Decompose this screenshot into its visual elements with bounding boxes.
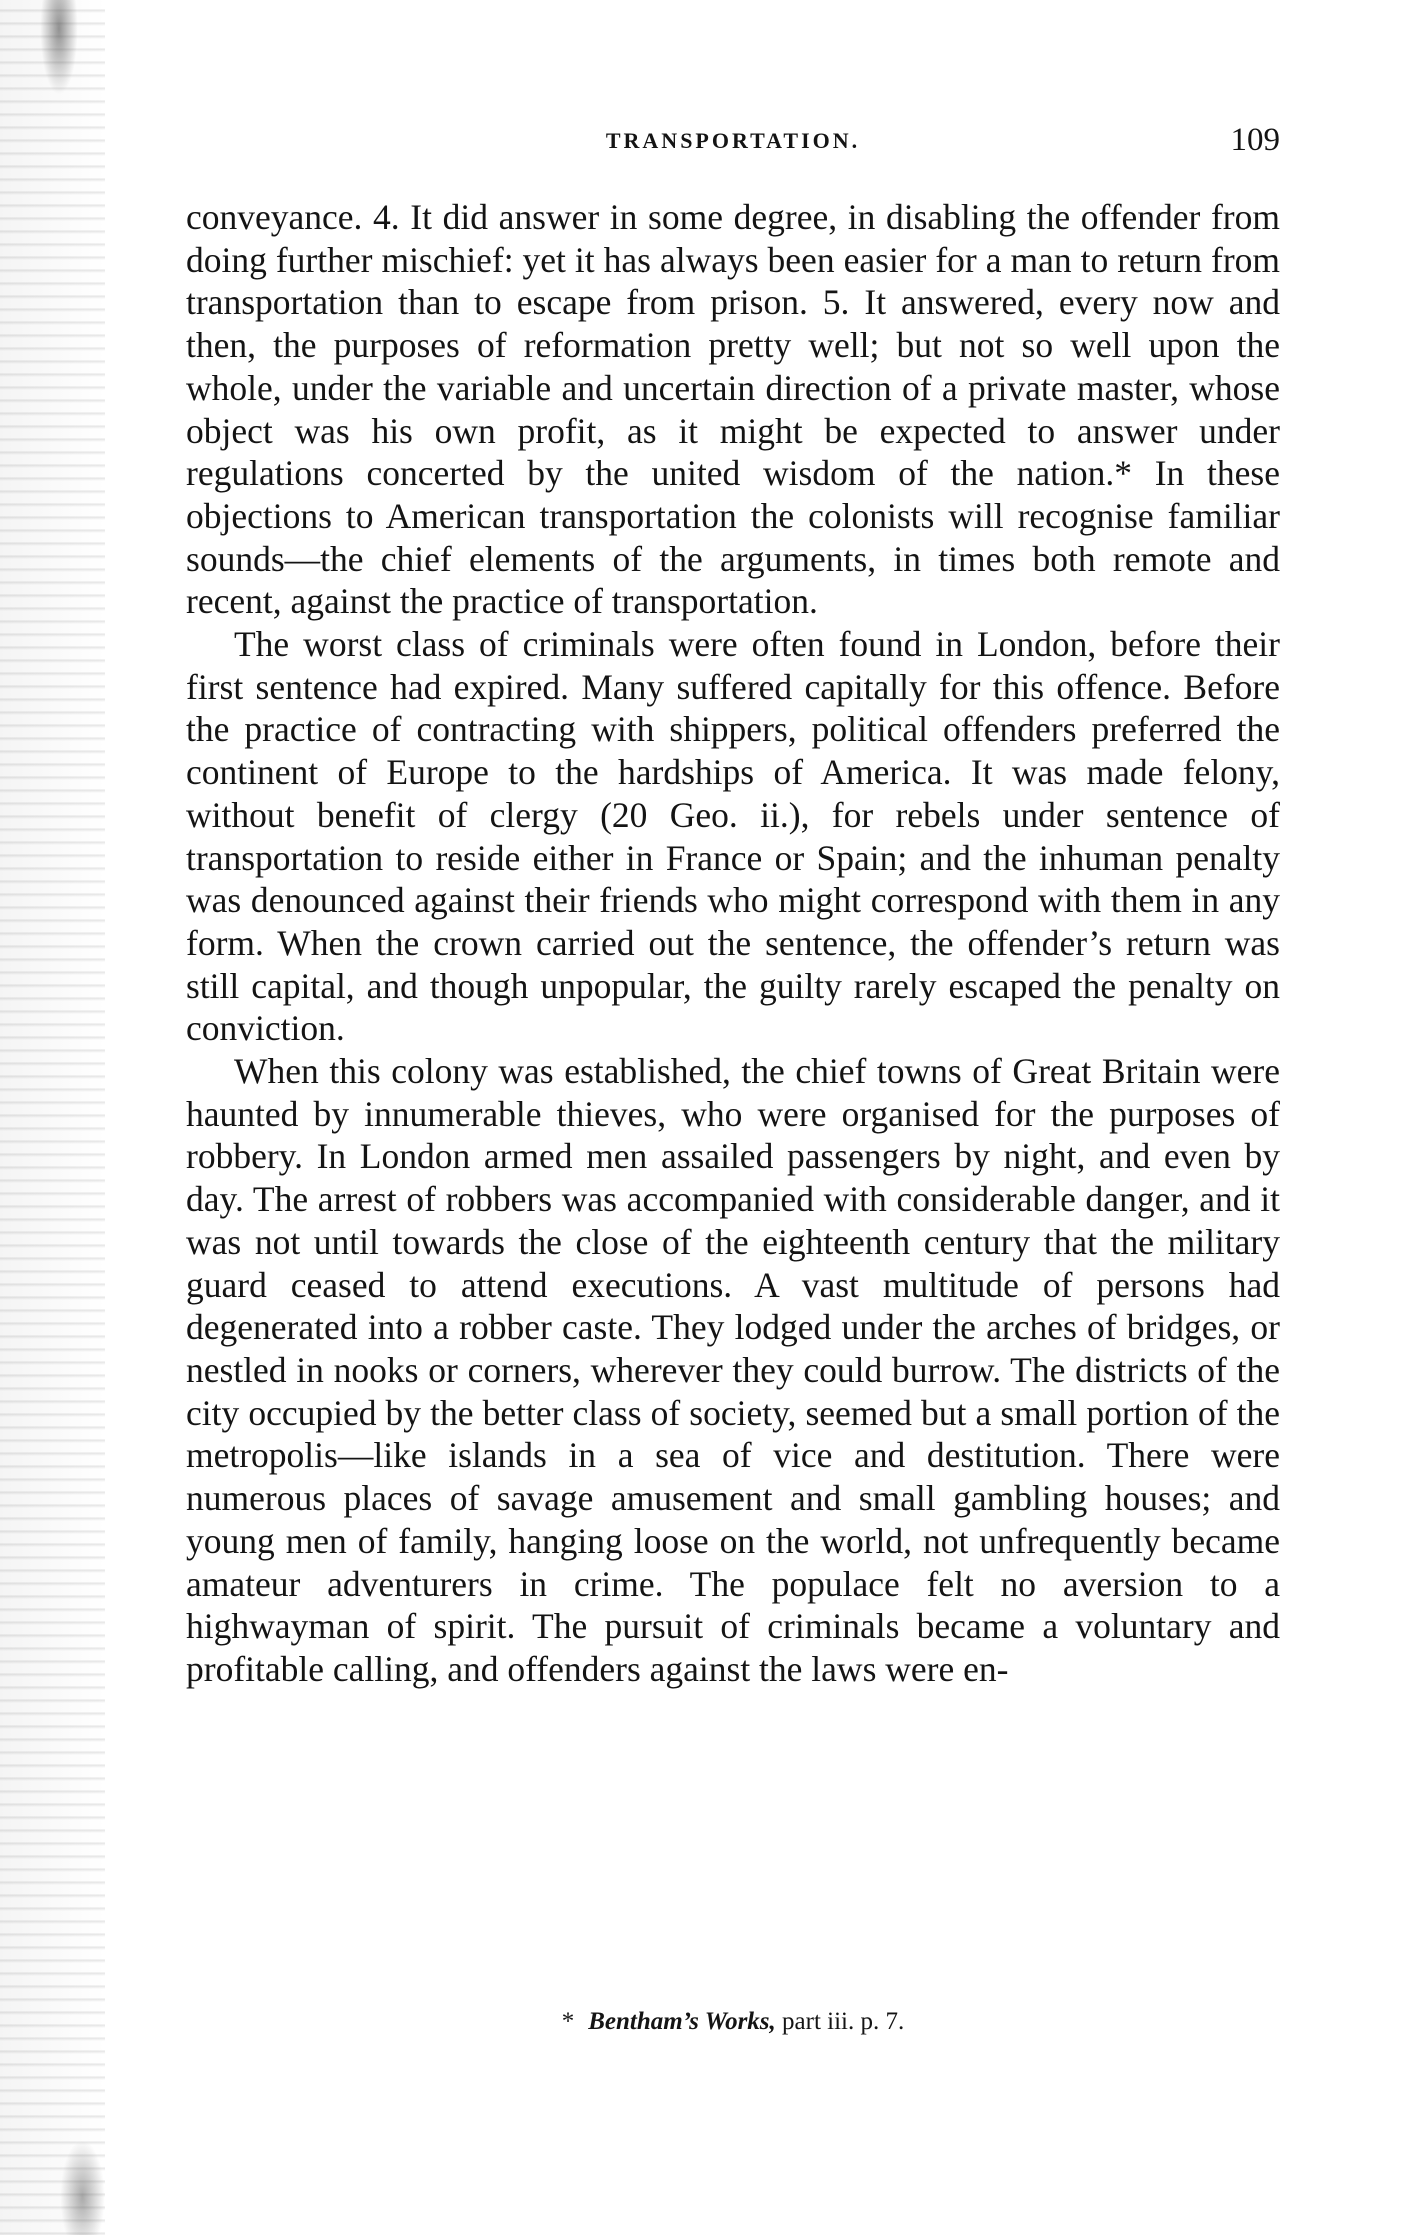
scanned-page-gutter [0,0,105,2235]
body-text [186,196,1280,1691]
page-header [186,122,1280,162]
page-number: 109 [1230,122,1280,158]
scan-smudge-top [40,0,78,95]
running-title: TRANSPORTATION. [605,128,861,153]
paragraph-continued: conveyance. 4. It did answer in some degree, in disabling the offender from doing further mischief: yet it has always been easier for a man to return from transportation than to escape from prison. 5. It answered, every now and then, the purposes of reformation pretty well; but not so well upon the whole, under the variable and uncertain direction of a private master, whose object was his own profit, as it might be expected to answer under regulations concerted by the united wisdom of the nation.* In these objections to American transportation the colonists will recognise familiar sounds—the chief elements of the arguments, in times both remote and recent, against the practice of transportation. [186,197,1280,622]
paragraph: The worst class of criminals were often found in London, before their first sentence had expired. Many suffered capitally for this offence. Before the practice of contracting with shippers, political offenders preferred the continent of Europe to the hardships of America. It was made felony, without benefit of clergy (20 Geo. ii.), for rebels under sentence of transportation to reside either in France or Spain; and the inhuman penalty was denounced against their friends who might correspond with them in any form. When the crown carried out the sentence, the offender’s return was still capital, and though unpopular, the guilty rarely escaped the penalty on conviction. [186,624,1280,1049]
footnote-source: Bentham’s Works, [588,2008,776,2035]
scan-smudge-bottom [60,2140,105,2235]
footnote [186,2008,1280,2036]
footnote-marker: * [561,2008,575,2035]
footnote-detail: part iii. p. 7. [775,2008,905,2035]
paragraph: When this colony was established, the chief towns of Great Britain were haunted by innumerable thieves, who were organised for the purposes of robbery. In London armed men assailed passengers by night, and even by day. The arrest of robbers was accompanied with considerable danger, and it was not until towards the close of the eighteenth century that the military guard ceased to attend executions. A vast multitude of persons had degenerated into a robber caste. They lodged under the arches of bridges, or nestled in nooks or corners, wherever they could burrow. The districts of the city occupied by the better class of society, seemed but a small portion of the metropolis—like islands in a sea of vice and destitution. There were numerous places of savage amusement and small gambling houses; and young men of family, hanging loose on the world, not unfrequently became amateur adventurers in crime. The populace felt no aversion to a highwayman of spirit. The pursuit of criminals became a voluntary and profitable calling, and offenders against the laws were en- [186,1051,1280,1689]
